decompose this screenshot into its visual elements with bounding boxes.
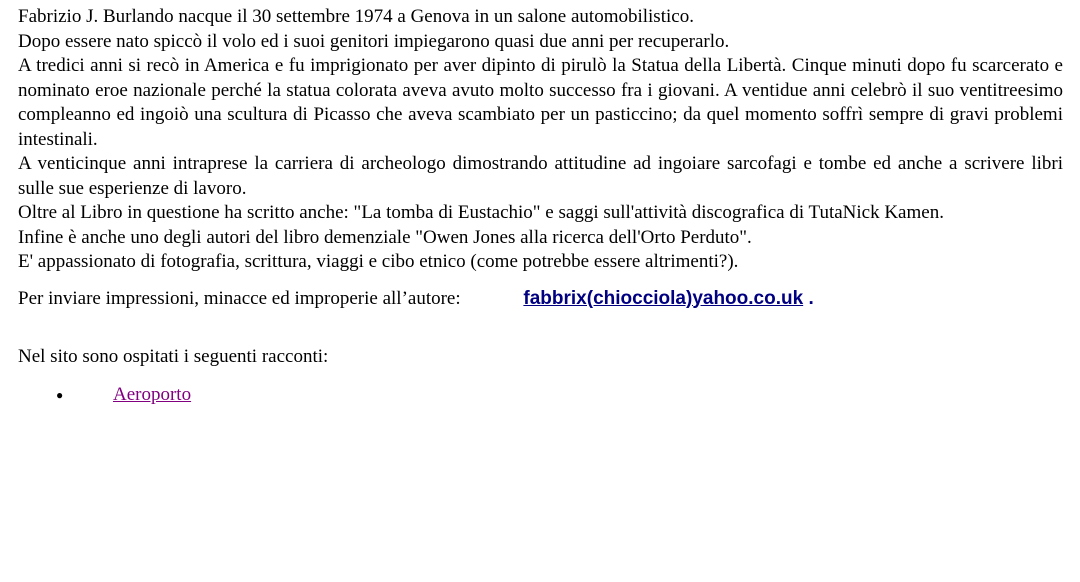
stories-intro: Nel sito sono ospitati i seguenti racconti: [18,345,329,367]
bio-paragraph-birth: Fabrizio J. Burlando nacque il 30 settembre 1974 a Genova in un salone automobilistico. [18,6,694,27]
author-biography [18,5,1063,275]
bio-paragraph-america: A tredici anni si recò in America e fu imprigionato per aver dipinto di pirulò la Statua della Libertà. Cinque minuti dopo fu scarcerato e nominato eroe nazionale perché la statua colorata aveva avuto molto successo fra i giovani. A ventidue anni celebrò il suo ventitreesimo compleanno ed ingoiò una scultura di Picasso che aveva scambiato per un pasticcino; da quel momento soffrì sempre di gravi problemi intestinali. [18,55,1063,150]
bio-paragraph-flight: Dopo essere nato spiccò il volo ed i suoi genitori impiegarono quasi due anni per recuperarlo. [18,30,730,52]
contact-label: Per inviare impressioni, minacce ed improperie all’autore: [18,287,461,309]
bullet-icon: ● [56,387,64,402]
story-link-aeroporto[interactable]: Aeroporto [113,383,192,405]
bio-paragraph-archaeology: A venticinque anni intraprese la carriera di archeologo dimostrando attitudine ad ingoiare sarcofagi e tombe ed anche a scrivere libri sulle sue esperienze di lavoro. [18,153,1063,199]
bio-paragraph-hobbies: E' appassionato di fotografia, scrittura, viaggi e cibo etnico (come potrebbe essere altrimenti?). [18,251,739,272]
contact-trailing-period: . [803,287,814,309]
stories-list [18,383,1063,407]
bio-paragraph-books: Oltre al Libro in questione ha scritto anche: "La tomba di Eustachio" e saggi sull'attività discografica di TutaNick Kamen. [18,202,944,223]
author-email-link[interactable]: fabbrix(chiocciola)yahoo.co.uk [523,287,804,309]
bio-paragraph-coauthor: Infine è anche uno degli autori del libro demenziale "Owen Jones alla ricerca dell'Orto Perduto". [18,226,752,248]
author-page [18,5,1063,407]
list-item [18,383,1063,407]
contact-line [18,286,1063,312]
